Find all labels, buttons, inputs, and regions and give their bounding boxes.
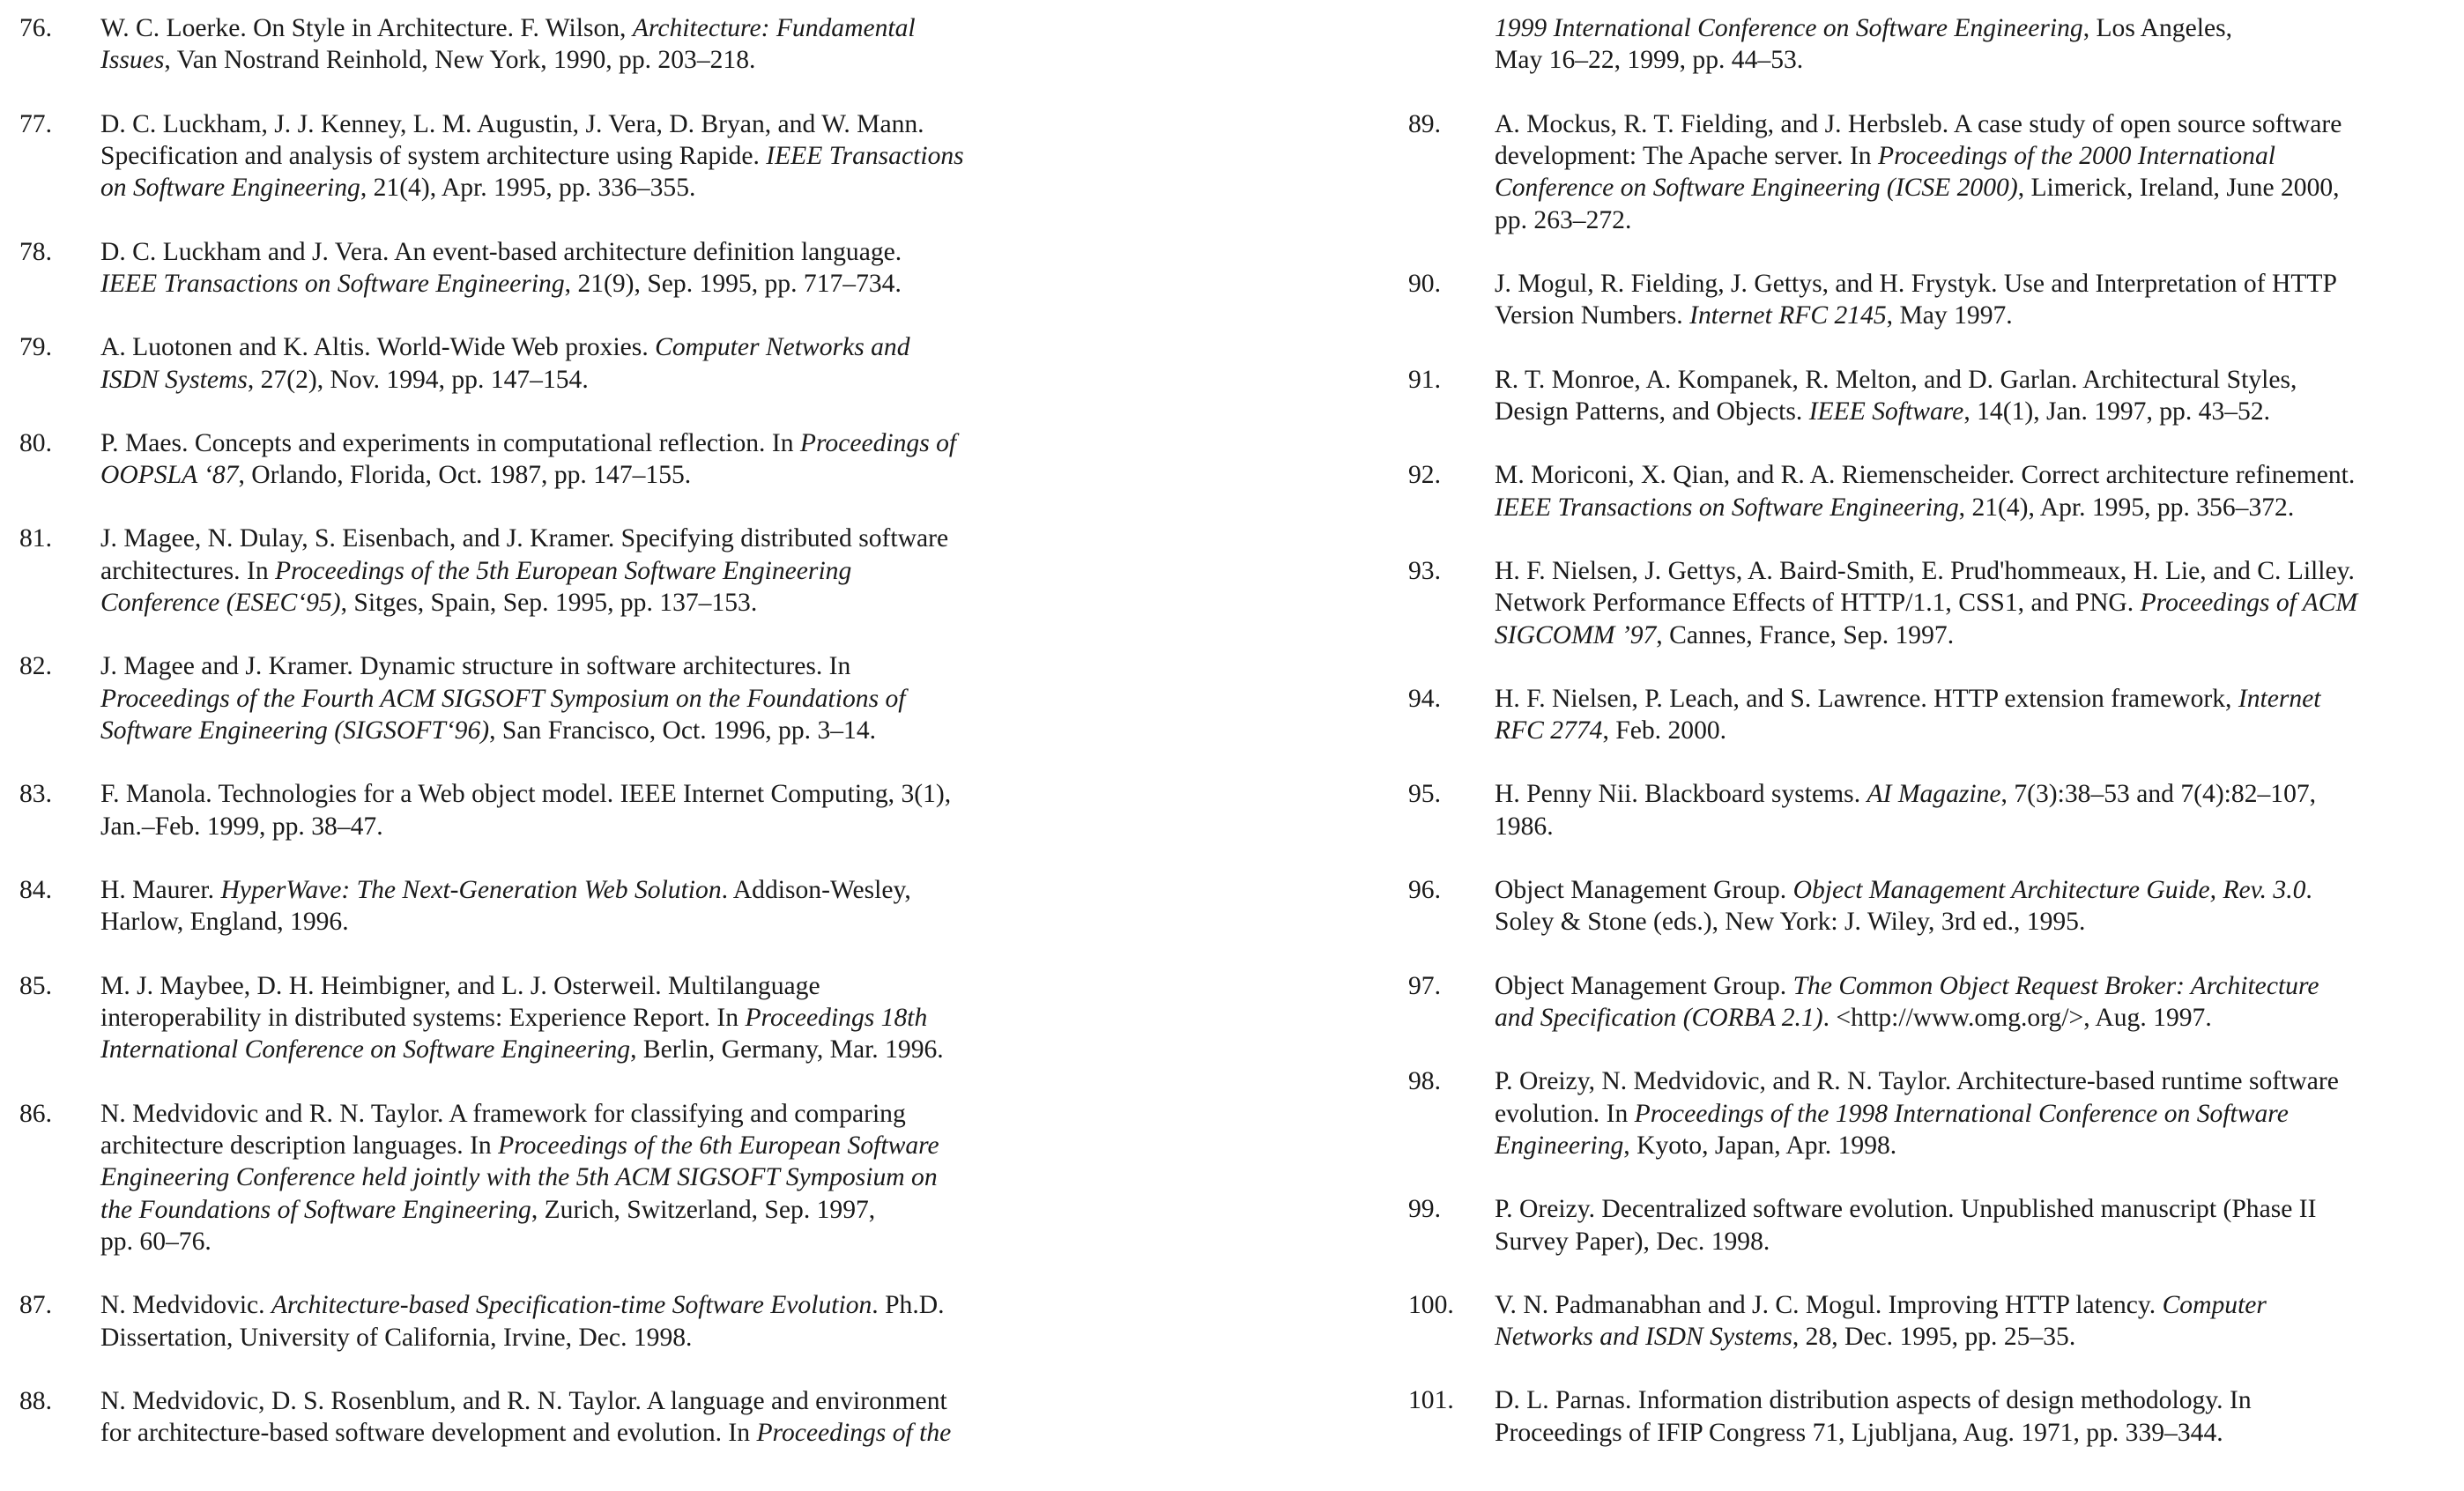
reference-text — [1495, 1289, 2267, 1354]
reference-entry — [1408, 683, 2464, 747]
reference-line — [100, 364, 910, 396]
reference-line — [100, 12, 916, 44]
reference-entry — [0, 1098, 1251, 1258]
text-segment: M. Moriconi, X. Qian, and R. A. Riemenscheider. Correct architecture refinement. — [1495, 461, 2356, 490]
reference-text — [100, 1385, 951, 1450]
reference-line — [1495, 12, 2232, 44]
reference-line — [1495, 1193, 2316, 1225]
reference-line — [1495, 1130, 2339, 1161]
reference-line — [100, 1289, 945, 1321]
text-segment: , Limerick, Ireland, June 2000, — [2017, 174, 2340, 203]
reference-line — [1495, 1098, 2339, 1130]
reference-line — [1495, 492, 2355, 523]
text-segment: N. Medvidovic, D. S. Rosenblum, and R. N. Taylor. A language and environment — [100, 1387, 947, 1415]
reference-entry — [1408, 459, 2464, 523]
text-segment: N. Medvidovic. — [100, 1291, 271, 1320]
reference-line — [1495, 1417, 2252, 1449]
reference-entry — [1408, 1065, 2464, 1161]
reference-entry — [0, 108, 1251, 204]
text-segment: P. Oreizy. Decentralized software evolution. Unpublished manuscript (Phase II — [1495, 1195, 2317, 1224]
text-segment: N. Medvidovic and R. N. Taylor. A framework for classifying and comparing — [100, 1099, 906, 1128]
reference-line — [1495, 555, 2357, 587]
reference-entry — [1408, 778, 2464, 842]
reference-number: 77. — [19, 109, 52, 138]
reference-line — [1495, 619, 2357, 651]
text-segment: Soley & Stone (eds.), New York: J. Wiley, 3rd ed., 1995. — [1495, 908, 2086, 937]
text-segment: , 14(1), Jan. 1997, pp. 43–52. — [1963, 397, 2271, 426]
text-segment: 1986. — [1495, 812, 1554, 841]
italic-segment: the Foundations of Software Engineering — [100, 1195, 531, 1224]
reference-line — [1495, 1321, 2267, 1353]
reference-entry — [1408, 874, 2464, 938]
reference-text — [100, 874, 911, 938]
text-segment: F. Manola. Technologies for a Web object model. IEEE Internet Computing, 3(1), — [100, 780, 952, 809]
text-segment: A. Mockus, R. T. Fielding, and J. Herbsleb. A case study of open source software — [1495, 109, 2342, 138]
reference-line — [1495, 906, 2312, 938]
text-segment: Network Performance Effects of HTTP/1.1, CSS1, and PNG. — [1495, 589, 2141, 618]
italic-segment: Proceedings of — [799, 428, 957, 457]
italic-segment: Internet — [2238, 684, 2321, 713]
text-segment: , Berlin, Germany, Mar. 1996. — [630, 1035, 944, 1064]
reference-line — [100, 331, 910, 363]
reference-number: 81. — [19, 524, 52, 553]
text-segment: , 7(3):38–53 and 7(4):82–107, — [2000, 780, 2317, 809]
italic-segment: International Conference on Software Engineering — [100, 1035, 631, 1064]
reference-text — [100, 1098, 939, 1258]
reference-text — [100, 970, 944, 1066]
text-segment: Specification and analysis of system architecture using Rapide. — [100, 142, 767, 170]
reference-number: 100. — [1408, 1290, 1454, 1319]
text-segment: , Los Angeles, — [2082, 14, 2233, 42]
reference-number: 82. — [19, 652, 52, 681]
reference-text — [100, 523, 948, 619]
italic-segment: Internet RFC 2145 — [1689, 301, 1887, 330]
text-segment: Survey Paper), Dec. 1998. — [1495, 1227, 1770, 1256]
italic-segment: Engineering — [1495, 1131, 1624, 1160]
reference-text — [1495, 778, 2316, 842]
text-segment: J. Magee and J. Kramer. Dynamic structure in software architectures. In — [100, 652, 851, 681]
reference-entry — [0, 523, 1251, 619]
reference-line — [1495, 1384, 2252, 1416]
reference-number: 90. — [1408, 270, 1441, 298]
italic-segment: RFC 2774 — [1495, 716, 1603, 746]
italic-segment: Software Engineering (SIGSOFT‘96) — [100, 716, 490, 746]
reference-line — [1495, 811, 2316, 842]
text-segment: , 21(4), Apr. 1995, pp. 356–372. — [1958, 493, 2295, 522]
italic-segment: Computer — [2162, 1290, 2267, 1319]
text-segment: , Zurich, Switzerland, Sep. 1997, — [531, 1195, 876, 1224]
reference-text — [1495, 1384, 2252, 1449]
reference-line — [100, 268, 902, 300]
reference-line — [1495, 587, 2357, 619]
reference-entry — [0, 970, 1251, 1066]
italic-segment: OOPSLA ‘87 — [100, 461, 239, 490]
reference-entry — [0, 12, 1251, 77]
reference-line — [100, 140, 964, 172]
text-segment: , 28, Dec. 1995, pp. 25–35. — [1792, 1323, 2076, 1352]
reference-line — [100, 1098, 939, 1130]
italic-segment: and Specification (CORBA 2.1) — [1495, 1004, 1823, 1032]
reference-line — [100, 970, 944, 1002]
text-segment: May 16–22, 1999, pp. 44–53. — [1495, 46, 1804, 75]
reference-number: 101. — [1408, 1386, 1454, 1415]
text-segment: , Van Nostrand Reinhold, New York, 1990, pp. 203–218. — [164, 46, 756, 75]
reference-entry — [0, 778, 1251, 842]
reference-number: 76. — [19, 14, 52, 42]
reference-number: 94. — [1408, 684, 1441, 713]
reference-text — [1495, 12, 2232, 77]
reference-line — [1495, 396, 2297, 427]
text-segment: , Sitges, Spain, Sep. 1995, pp. 137–153. — [340, 589, 758, 618]
text-segment: H. Penny Nii. Blackboard systems. — [1495, 780, 1867, 809]
reference-line — [100, 523, 948, 554]
reference-number: 80. — [19, 428, 52, 457]
reference-line — [100, 555, 948, 587]
italic-segment: Conference (ESEC‘95) — [100, 589, 341, 618]
reference-line — [100, 236, 902, 268]
reference-entry — [0, 331, 1251, 396]
italic-segment: IEEE Transactions on Software Engineering — [1495, 493, 1959, 522]
italic-segment: Proceedings of the Fourth ACM SIGSOFT Symposium on the Foundations of — [100, 684, 906, 713]
reference-text — [1495, 683, 2321, 747]
reference-line — [100, 683, 906, 715]
italic-segment: Proceedings of ACM — [2140, 589, 2358, 618]
text-segment: R. T. Monroe, A. Kompanek, R. Melton, and D. Garlan. Architectural Styles, — [1495, 365, 2297, 394]
text-segment: P. Oreizy, N. Medvidovic, and R. N. Taylor. Architecture-based runtime software — [1495, 1067, 2339, 1096]
reference-line — [1495, 1226, 2316, 1257]
reference-number: 97. — [1408, 971, 1441, 1000]
reference-entry — [0, 650, 1251, 746]
italic-segment: Proceedings of the 1998 International Conference on Software — [1634, 1099, 2289, 1128]
reference-line — [100, 172, 964, 204]
italic-segment: Proceedings 18th — [745, 1004, 928, 1032]
reference-entry — [0, 1385, 1251, 1450]
text-segment: , San Francisco, Oct. 1996, pp. 3–14. — [489, 716, 877, 746]
reference-entry — [0, 427, 1251, 492]
reference-line — [1495, 268, 2337, 300]
reference-line — [1495, 715, 2321, 746]
text-segment: pp. 263–272. — [1495, 205, 1632, 234]
reference-line — [100, 1002, 944, 1034]
italic-segment: IEEE Transactions — [766, 142, 964, 170]
reference-number: 98. — [1408, 1067, 1441, 1096]
reference-entry — [1408, 1384, 2464, 1449]
reference-number: 78. — [19, 237, 52, 266]
italic-segment: Proceedings of the 6th European Software — [498, 1131, 939, 1160]
text-segment: . Ph.D. — [872, 1291, 945, 1320]
reference-line — [1495, 1065, 2339, 1097]
reference-line — [100, 459, 956, 491]
text-segment: A. Luotonen and K. Altis. World-Wide Web proxies. — [100, 333, 656, 362]
reference-entry — [1408, 364, 2464, 428]
italic-segment: Proceedings of the — [756, 1419, 952, 1448]
text-segment: . — [2305, 876, 2312, 904]
reference-line — [100, 650, 906, 682]
reference-number: 95. — [1408, 780, 1441, 809]
text-segment: . <http://www.omg.org/>, Aug. 1997. — [1822, 1004, 2212, 1032]
text-segment: Harlow, England, 1996. — [100, 908, 349, 937]
reference-line — [1495, 970, 2319, 1002]
reference-number: 87. — [19, 1291, 52, 1320]
italic-segment: Architecture-based Specification-time Software Evolution — [271, 1291, 872, 1320]
reference-text — [100, 1289, 945, 1354]
reference-entry — [0, 874, 1251, 938]
italic-segment: The Common Object Request Broker: Architecture — [1792, 971, 2319, 1000]
italic-segment: Proceedings of the 2000 International — [1878, 142, 2275, 170]
reference-text — [100, 108, 964, 204]
reference-entry — [1408, 970, 2464, 1035]
reference-line — [100, 587, 948, 619]
reference-line — [100, 1385, 951, 1417]
reference-line — [1495, 459, 2355, 491]
reference-text — [1495, 459, 2355, 523]
text-segment: , Orlando, Florida, Oct. 1987, pp. 147–155. — [238, 461, 692, 490]
italic-segment: 1999 International Conference on Software Engineering — [1495, 14, 2083, 42]
reference-line — [1495, 300, 2337, 331]
italic-segment: Object Management Architecture Guide, Rev. 3.0 — [1792, 876, 2306, 904]
text-segment: Jan.–Feb. 1999, pp. 38–47. — [100, 812, 383, 841]
reference-line — [100, 1322, 945, 1354]
text-segment: , Feb. 2000. — [1602, 716, 1727, 746]
text-segment: architecture description languages. In — [100, 1131, 499, 1160]
text-segment: D. C. Luckham, J. J. Kenney, L. M. Augustin, J. Vera, D. Bryan, and W. Mann. — [100, 109, 924, 138]
reference-text — [100, 650, 906, 746]
italic-segment: on Software Engineering — [100, 174, 360, 203]
reference-text — [1495, 364, 2297, 428]
reference-line — [1495, 1289, 2267, 1321]
reference-line — [100, 778, 951, 810]
italic-segment: Engineering Conference held jointly with the 5th ACM SIGSOFT Symposium on — [100, 1163, 938, 1192]
text-segment: evolution. In — [1495, 1099, 1635, 1128]
reference-line — [100, 1130, 939, 1161]
reference-text — [100, 12, 916, 77]
reference-line — [100, 874, 911, 906]
text-segment: D. C. Luckham and J. Vera. An event-based architecture definition language. — [100, 237, 902, 266]
text-segment: Proceedings of IFIP Congress 71, Ljubljana, Aug. 1971, pp. 339–344. — [1495, 1418, 2223, 1447]
reference-text — [100, 236, 902, 300]
reference-entry — [1408, 108, 2464, 237]
text-segment: P. Maes. Concepts and experiments in computational reflection. In — [100, 428, 800, 457]
reference-text — [1495, 874, 2312, 938]
reference-line — [100, 108, 964, 140]
reference-line — [100, 811, 951, 842]
reference-entry — [1408, 268, 2464, 332]
reference-number: 86. — [19, 1099, 52, 1128]
reference-line — [100, 1194, 939, 1226]
reference-number: 91. — [1408, 365, 1441, 394]
reference-number: 89. — [1408, 109, 1441, 138]
text-segment: , Kyoto, Japan, Apr. 1998. — [1623, 1131, 1897, 1160]
reference-text — [100, 427, 956, 492]
italic-segment: AI Magazine — [1867, 780, 2001, 809]
text-segment: V. N. Padmanabhan and J. C. Mogul. Improving HTTP latency. — [1495, 1290, 2163, 1319]
reference-line — [1495, 364, 2297, 396]
italic-segment: IEEE Software — [1808, 397, 1964, 426]
reference-text — [1495, 268, 2337, 332]
text-segment: H. F. Nielsen, J. Gettys, A. Baird-Smith, E. Prud'hommeaux, H. Lie, and C. Lilley. — [1495, 556, 2355, 585]
text-segment: , 27(2), Nov. 1994, pp. 147–154. — [247, 365, 589, 394]
text-segment: , 21(4), Apr. 1995, pp. 336–355. — [360, 174, 696, 203]
text-segment: , 21(9), Sep. 1995, pp. 717–734. — [564, 270, 902, 298]
reference-text — [1495, 555, 2357, 651]
text-segment: , Cannes, France, Sep. 1997. — [1656, 620, 1955, 649]
reference-number: 88. — [19, 1387, 52, 1415]
reference-entry — [0, 1289, 1251, 1354]
reference-line — [100, 1417, 951, 1449]
reference-text — [1495, 1193, 2316, 1257]
text-segment: J. Mogul, R. Fielding, J. Gettys, and H. Frystyk. Use and Interpretation of HTTP — [1495, 270, 2337, 298]
italic-segment: IEEE Transactions on Software Engineering — [100, 270, 565, 298]
reference-number: 83. — [19, 780, 52, 809]
reference-line — [1495, 874, 2312, 906]
reference-number: 92. — [1408, 461, 1441, 490]
text-segment: pp. 60–76. — [100, 1228, 212, 1257]
text-segment: Design Patterns, and Objects. — [1495, 397, 1809, 426]
text-segment: M. J. Maybee, D. H. Heimbigner, and L. J. Osterweil. Multilanguage — [100, 971, 820, 1000]
reference-entry — [1408, 1289, 2464, 1354]
reference-entry — [1408, 555, 2464, 651]
text-segment: Dissertation, University of California, Irvine, Dec. 1998. — [100, 1323, 693, 1352]
text-segment: H. F. Nielsen, P. Leach, and S. Lawrence. HTTP extension framework, — [1495, 684, 2238, 713]
reference-line — [100, 44, 916, 76]
text-segment: Object Management Group. — [1495, 876, 1793, 904]
reference-line — [100, 715, 906, 746]
reference-number: 85. — [19, 971, 52, 1000]
reference-line — [1495, 44, 2232, 76]
reference-line — [1495, 778, 2316, 810]
italic-segment: Issues — [100, 46, 165, 75]
reference-line — [1495, 204, 2342, 236]
text-segment: H. Maurer. — [100, 876, 221, 904]
italic-segment: Architecture: Fundamental — [632, 14, 916, 42]
reference-entry — [1408, 1193, 2464, 1257]
reference-entry — [0, 236, 1251, 300]
reference-text — [1495, 1065, 2339, 1161]
reference-line — [1495, 683, 2321, 715]
reference-line — [1495, 172, 2342, 204]
reference-line — [100, 427, 956, 459]
reference-entry — [1408, 12, 2464, 77]
text-segment: J. Magee, N. Dulay, S. Eisenbach, and J. Kramer. Specifying distributed software — [100, 524, 949, 553]
reference-line — [100, 1161, 939, 1193]
reference-line — [100, 1226, 939, 1257]
reference-line — [1495, 108, 2342, 140]
reference-number: 99. — [1408, 1195, 1441, 1224]
text-segment: interoperability in distributed systems: Experience Report. In — [100, 1004, 746, 1032]
text-segment: , May 1997. — [1886, 301, 2013, 330]
text-segment: D. L. Parnas. Information distribution aspects of design methodology. In — [1495, 1386, 2252, 1415]
reference-line — [1495, 1002, 2319, 1034]
reference-number: 84. — [19, 876, 52, 904]
reference-number: 79. — [19, 333, 52, 362]
italic-segment: SIGCOMM ’97 — [1495, 620, 1657, 649]
reference-text — [1495, 970, 2319, 1035]
text-segment: development: The Apache server. In — [1495, 142, 1878, 170]
reference-text — [100, 778, 951, 842]
reference-line — [100, 1034, 944, 1065]
italic-segment: ISDN Systems — [100, 365, 248, 394]
text-segment: for architecture-based software development and evolution. In — [100, 1419, 757, 1448]
text-segment: . Addison-Wesley, — [721, 876, 911, 904]
text-segment: Version Numbers. — [1495, 301, 1690, 330]
reference-line — [100, 906, 911, 938]
text-segment: architectures. In — [100, 556, 276, 585]
reference-text — [1495, 108, 2342, 237]
text-segment: W. C. Loerke. On Style in Architecture. F. Wilson, — [100, 14, 633, 42]
reference-line — [1495, 140, 2342, 172]
reference-number: 93. — [1408, 556, 1441, 585]
italic-segment: HyperWave: The Next-Generation Web Solution — [220, 876, 722, 904]
italic-segment: Proceedings of the 5th European Software Engineering — [275, 556, 852, 585]
italic-segment: Computer Networks and — [655, 333, 910, 362]
reference-number: 96. — [1408, 876, 1441, 904]
reference-text — [100, 331, 910, 396]
text-segment: Object Management Group. — [1495, 971, 1793, 1000]
italic-segment: Conference on Software Engineering (ICSE 2000) — [1495, 174, 2018, 203]
italic-segment: Networks and ISDN Systems — [1495, 1323, 1792, 1352]
